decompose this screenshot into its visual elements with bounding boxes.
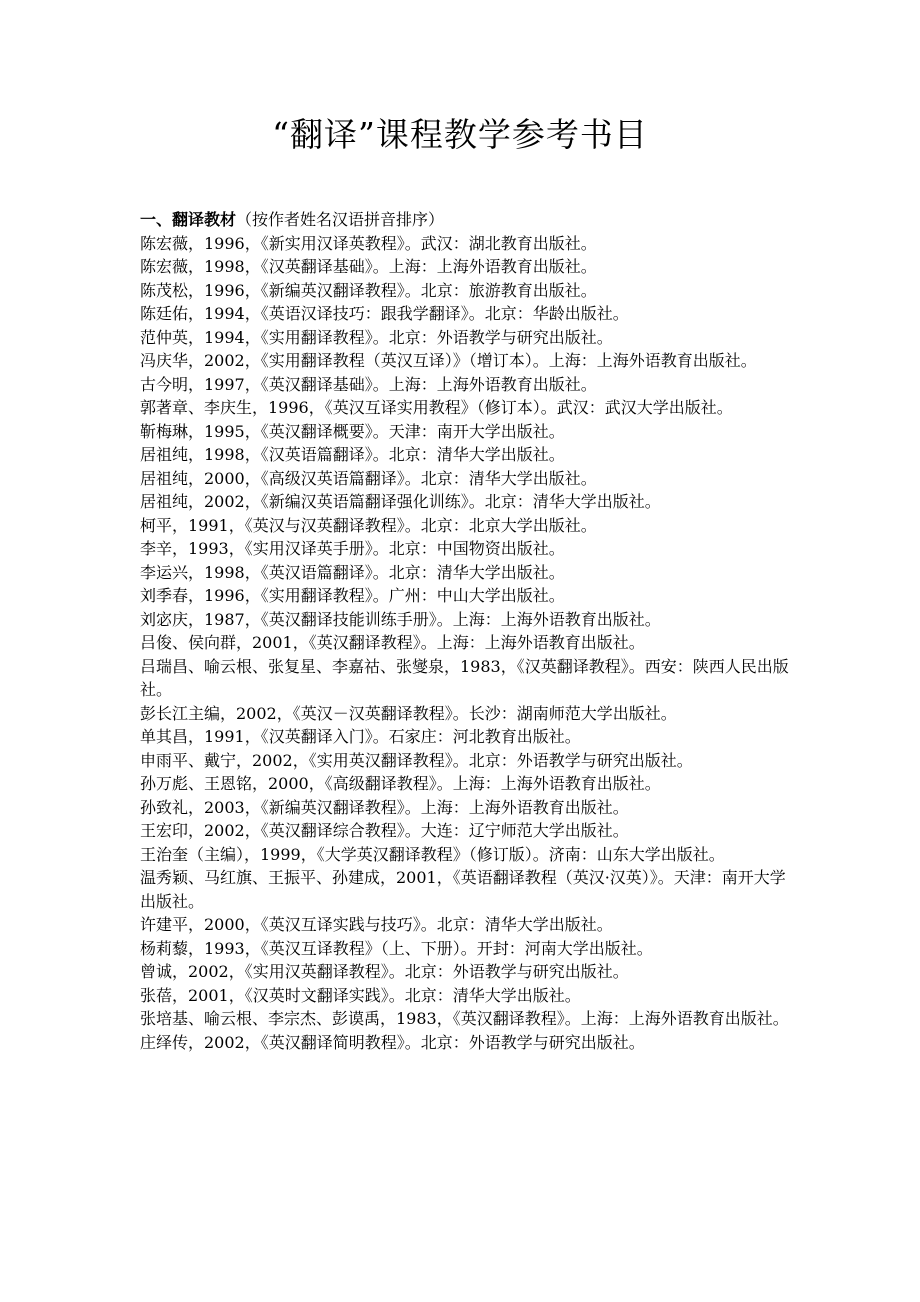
bibliography-entry: 陈宏薇，1998，《汉英翻译基础》。上海：上海外语教育出版社。	[140, 257, 597, 276]
section-heading	[140, 208, 790, 232]
bibliography-entry: 杨莉藜，1993，《英汉互译教程》（上、下册）。开封：河南大学出版社。	[140, 938, 653, 958]
bibliography-entry: 彭长江主编，2002，《英汉－汉英翻译教程》。长沙：湖南师范大学出版社。	[140, 703, 677, 723]
bibliography-entry: 范仲英，1994，《实用翻译教程》。北京：外语教学与研究出版社。	[140, 327, 613, 347]
bibliography-entry: 许建平，2000，《英汉互译实践与技巧》。北京：清华大学出版社。	[140, 915, 613, 934]
bibliography-entry: 靳梅琳，1995，《英汉翻译概要》。天津：南开大学出版社。	[140, 421, 565, 441]
bibliography-entry: 陈廷佑，1994，《英语汉译技巧：跟我学翻译》。北京：华龄出版社。	[140, 304, 629, 323]
bibliography-list	[140, 232, 790, 1055]
bibliography-entry: 居祖纯，1998，《汉英语篇翻译》。北京：清华大学出版社。	[140, 445, 565, 464]
section-heading-note: （按作者姓名汉语拼音排序）	[236, 210, 445, 229]
bibliography-entry: 曾诚，2002，《实用汉英翻译教程》。北京：外语教学与研究出版社。	[140, 962, 629, 981]
bibliography-entry: 刘宓庆，1987，《英汉翻译技能训练手册》。上海：上海外语教育出版社。	[140, 609, 661, 629]
bibliography-entry: 吕俊、侯向群，2001，《英汉翻译教程》。上海：上海外语教育出版社。	[140, 633, 645, 652]
bibliography-entry: 申雨平、戴宁，2002，《实用英汉翻译教程》。北京：外语教学与研究出版社。	[140, 750, 693, 770]
bibliography-entry: 张培基、喻云根、李宗杰、彭谟禹，1983，《英汉翻译教程》。上海：上海外语教育出版社。	[140, 1009, 789, 1028]
bibliography-entry: 张蓓，2001，《汉英时文翻译实践》。北京：清华大学出版社。	[140, 985, 581, 1005]
section-heading-title: 一、翻译教材	[140, 210, 237, 229]
bibliography-entry: 陈茂松，1996，《新编英汉翻译教程》。北京：旅游教育出版社。	[140, 280, 597, 300]
bibliography-entry: 李运兴，1998，《英汉语篇翻译》。北京：清华大学出版社。	[140, 562, 565, 582]
bibliography-entry: 庄绎传，2002，《英汉翻译简明教程》。北京：外语教学与研究出版社。	[140, 1032, 645, 1052]
bibliography-entry: 郭著章、李庆生，1996，《英汉互译实用教程》（修订本）。武汉：武汉大学出版社。	[140, 398, 733, 417]
bibliography-entry: 居祖纯，2000，《高级汉英语篇翻译》。北京：清华大学出版社。	[140, 468, 597, 488]
bibliography-entry: 孙万彪、王恩铭，2000，《高级翻译教程》。上海：上海外语教育出版社。	[140, 774, 661, 793]
bibliography-entry: 单其昌，1991，《汉英翻译入门》。石家庄：河北教育出版社。	[140, 727, 581, 746]
bibliography-entry: 柯平，1991，《英汉与汉英翻译教程》。北京：北京大学出版社。	[140, 515, 597, 535]
bibliography-section	[140, 208, 790, 1054]
bibliography-entry: 吕瑞昌、喻云根、张复星、李嘉祜、张燮泉，1983，《汉英翻译教程》。西安：陕西人民出版社。	[140, 656, 789, 699]
bibliography-entry: 刘季春，1996，《实用翻译教程》。广州：中山大学出版社。	[140, 586, 565, 605]
page-title: “翻译”课程教学参考书目	[272, 115, 648, 154]
bibliography-entry: 温秀颖、马红旗、王振平、孙建成，2001，《英语翻译教程（英汉·汉英）》。天津：南开大学出版社。	[140, 868, 786, 911]
bibliography-entry: 王宏印，2002，《英汉翻译综合教程》。大连：辽宁师范大学出版社。	[140, 821, 629, 840]
bibliography-entry: 古今明，1997，《英汉翻译基础》。上海：上海外语教育出版社。	[140, 374, 597, 394]
bibliography-entry: 冯庆华，2002，《实用翻译教程（英汉互译）》（增订本）。上海：上海外语教育出版社。	[140, 351, 757, 370]
bibliography-entry: 王治奎（主编），1999，《大学英汉翻译教程》（修订版）。济南：山东大学出版社。	[140, 844, 725, 864]
bibliography-entry: 陈宏薇，1996，《新实用汉译英教程》。武汉：湖北教育出版社。	[140, 233, 597, 253]
bibliography-entry: 孙致礼，2003，《新编英汉翻译教程》。上海：上海外语教育出版社。	[140, 797, 629, 817]
bibliography-entry: 李辛，1993，《实用汉译英手册》。北京：中国物资出版社。	[140, 539, 565, 558]
bibliography-entry: 居祖纯，2002，《新编汉英语篇翻译强化训练》。北京：清华大学出版社。	[140, 492, 661, 511]
